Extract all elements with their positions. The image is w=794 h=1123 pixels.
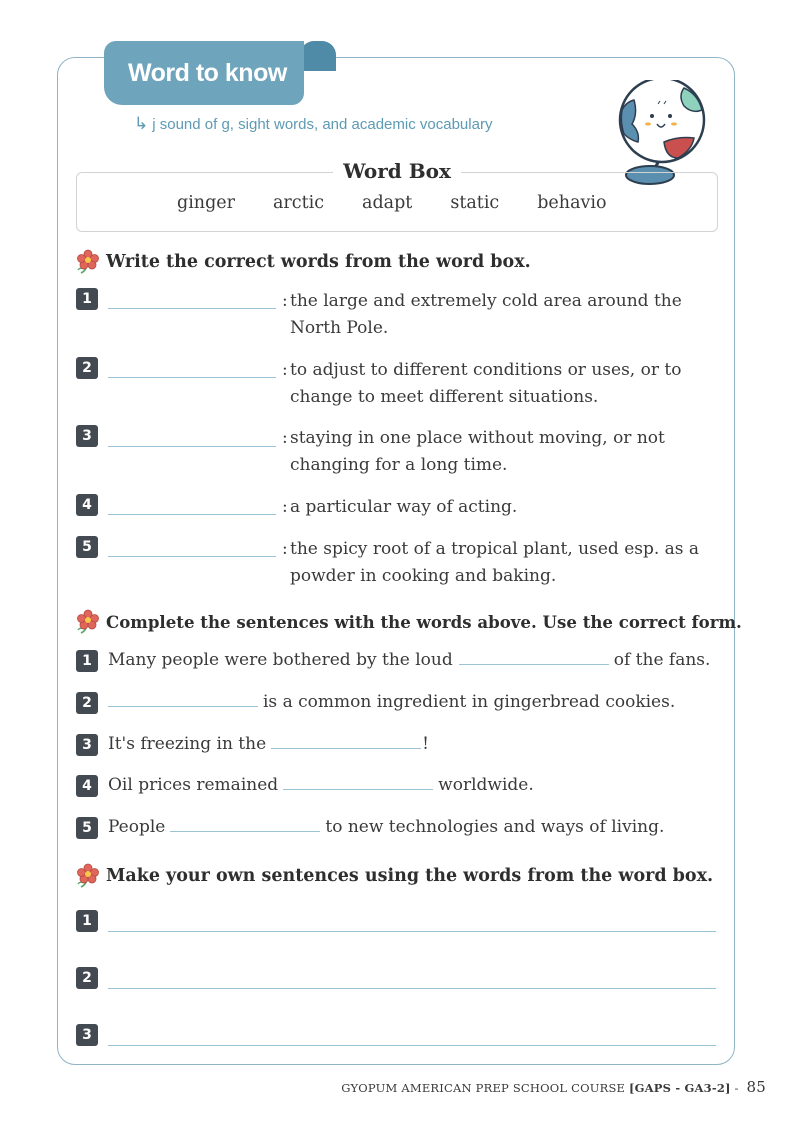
answer-blank[interactable] bbox=[108, 514, 276, 515]
writing-line[interactable] bbox=[108, 1045, 716, 1046]
item-number: 1 bbox=[76, 288, 98, 310]
sentence: It's freezing in the ! bbox=[108, 734, 429, 754]
item-number: 2 bbox=[76, 692, 98, 714]
flower-icon bbox=[76, 249, 100, 275]
item-number: 4 bbox=[76, 494, 98, 516]
item-number: 1 bbox=[76, 650, 98, 672]
item-number: 5 bbox=[76, 536, 98, 558]
writing-line[interactable] bbox=[108, 931, 716, 932]
answer-blank[interactable] bbox=[108, 446, 276, 447]
section1-instruction: Write the correct words from the word box. bbox=[106, 252, 531, 272]
footer-code: [GAPS - GA3-2] bbox=[629, 1081, 731, 1095]
word-box-word: arctic bbox=[273, 193, 325, 213]
definition: : staying in one place without moving, or not bbox=[282, 428, 665, 448]
sentence: People to new technologies and ways of living. bbox=[108, 817, 665, 837]
answer-blank[interactable] bbox=[108, 308, 276, 309]
answer-blank[interactable] bbox=[283, 775, 433, 790]
item-number: 4 bbox=[76, 775, 98, 797]
answer-blank[interactable] bbox=[459, 650, 609, 665]
answer-blank[interactable] bbox=[108, 692, 258, 707]
answer-blank[interactable] bbox=[271, 734, 421, 749]
flower-icon bbox=[76, 609, 100, 635]
word-box-word: adapt bbox=[362, 193, 413, 213]
section1-heading bbox=[76, 249, 531, 275]
definition-cont: change to meet different situations. bbox=[290, 387, 599, 407]
footer-course: GYOPUM AMERICAN PREP SCHOOL COURSE bbox=[341, 1081, 626, 1095]
tab-title: Word to know bbox=[128, 59, 287, 87]
section3-instruction: Make your own sentences using the words from the word box. bbox=[106, 866, 714, 886]
definition-cont: powder in cooking and baking. bbox=[290, 566, 557, 586]
subtitle bbox=[134, 114, 492, 134]
page-footer bbox=[341, 1078, 766, 1096]
item-number: 3 bbox=[76, 425, 98, 447]
word-box-word: static bbox=[450, 193, 500, 213]
answer-blank[interactable] bbox=[170, 817, 320, 832]
writing-line[interactable] bbox=[108, 988, 716, 989]
word-box-title: Word Box bbox=[77, 159, 717, 183]
item-number: 2 bbox=[76, 967, 98, 989]
word-box-word: ginger bbox=[177, 193, 235, 213]
return-arrow-icon: ↳ bbox=[134, 114, 149, 133]
item-number: 3 bbox=[76, 734, 98, 756]
sentence: Many people were bothered by the loud of the fans. bbox=[108, 650, 711, 670]
item-number: 3 bbox=[76, 1024, 98, 1046]
sentence: is a common ingredient in gingerbread cookies. bbox=[108, 692, 675, 712]
answer-blank[interactable] bbox=[108, 377, 276, 378]
section-tab bbox=[104, 41, 304, 105]
definition: : to adjust to different conditions or uses, or to bbox=[282, 360, 682, 380]
definition: : the large and extremely cold area around the bbox=[282, 291, 682, 311]
section3-heading bbox=[76, 863, 713, 889]
word-box-word: behavio bbox=[537, 193, 607, 213]
item-number: 2 bbox=[76, 357, 98, 379]
page-number: 85 bbox=[746, 1078, 766, 1096]
section2-heading bbox=[76, 609, 742, 635]
footer-separator: - bbox=[734, 1081, 739, 1095]
sentence: Oil prices remained worldwide. bbox=[108, 775, 534, 795]
word-box bbox=[76, 159, 718, 232]
answer-blank[interactable] bbox=[108, 556, 276, 557]
tab-fold bbox=[300, 41, 336, 71]
definition: : the spicy root of a tropical plant, used esp. as a bbox=[282, 539, 700, 559]
subtitle-text: j sound of g, sight words, and academic vocabulary bbox=[152, 116, 493, 133]
definition-cont: North Pole. bbox=[290, 318, 389, 338]
item-number: 5 bbox=[76, 817, 98, 839]
section2-instruction: Complete the sentences with the words above. Use the correct form. bbox=[106, 612, 742, 632]
word-box-words bbox=[177, 193, 645, 213]
definition-cont: changing for a long time. bbox=[290, 455, 508, 475]
item-number: 1 bbox=[76, 910, 98, 932]
definition: : a particular way of acting. bbox=[282, 497, 518, 517]
flower-icon bbox=[76, 863, 100, 889]
